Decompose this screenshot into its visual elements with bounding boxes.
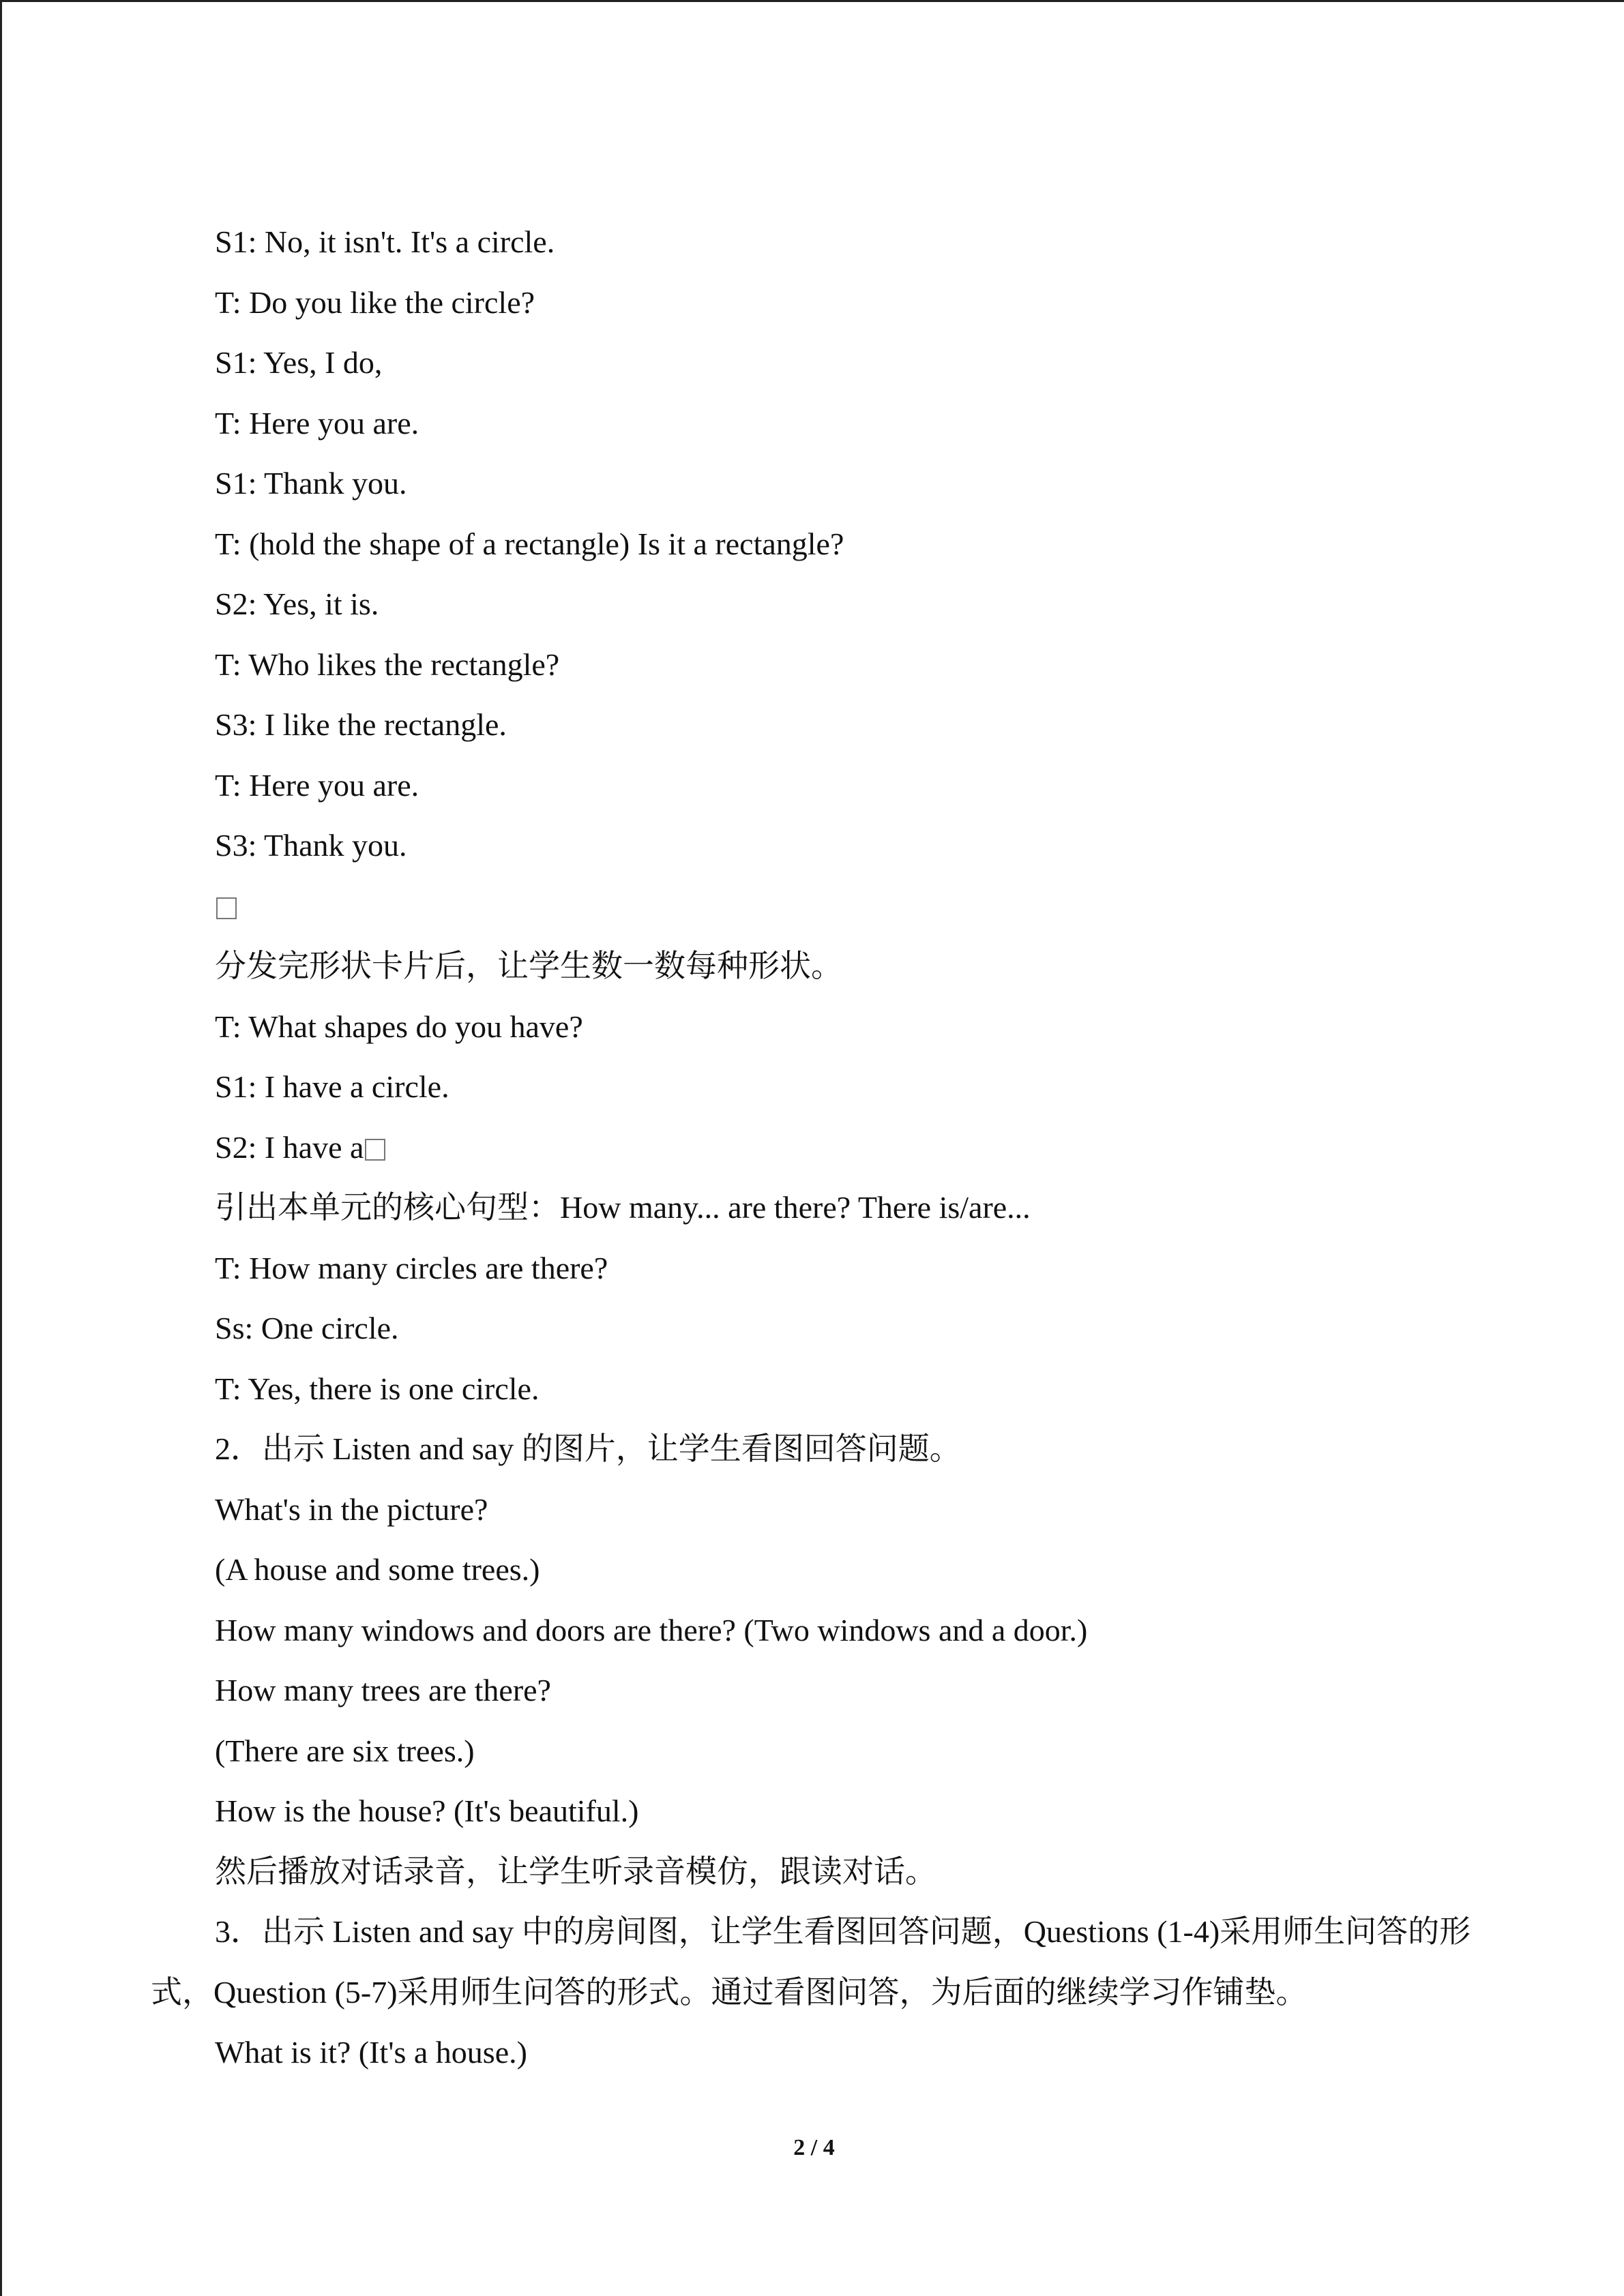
text-line: 分发完形状卡片后，让学生数一数每种形状。 — [215, 949, 842, 983]
text-line: What's in the picture? — [215, 1491, 488, 1527]
text-line: T: Here you are. — [215, 767, 419, 803]
text-line: How many windows and doors are there? (Two windows and a door.) — [215, 1612, 1088, 1648]
page-number: 2 / 4 — [793, 2135, 835, 2160]
text-line: Ss: One circle. — [215, 1311, 399, 1345]
text-line: S2: Yes, it is. — [215, 586, 379, 621]
text-line: S1: No, it isn't. It's a circle. — [215, 224, 555, 259]
text-line: What is it? (It's a house.) — [215, 2035, 527, 2070]
text-line: T: Yes, there is one circle. — [215, 1371, 540, 1406]
text-line: 2．出示 Listen and say 的图片，让学生看图回答问题。 — [215, 1431, 961, 1466]
text-line: T: What shapes do you have? — [215, 1009, 583, 1044]
missing-glyph-box — [216, 897, 237, 919]
text-line: How is the house? (It's beautiful.) — [215, 1793, 639, 1828]
missing-glyph-line — [151, 876, 1474, 937]
text-line: (There are six trees.) — [215, 1733, 475, 1768]
text-line: T: Do you like the circle? — [215, 284, 535, 320]
page-content — [151, 212, 1474, 2083]
text-line: 然后播放对话录音，让学生听录音模仿，跟读对话。 — [215, 1853, 936, 1889]
text-line: How many trees are there? — [215, 1673, 551, 1708]
text-line: T: Who likes the rectangle? — [215, 646, 560, 682]
text-line: S3: I like the rectangle. — [215, 707, 507, 742]
text-line: S1: I have a circle. — [215, 1069, 449, 1104]
text-line: T: Here you are. — [215, 405, 419, 441]
text-line: 引出本单元的核心句型：How many... are there? There is/are... — [215, 1190, 1031, 1225]
text-line: S3: Thank you. — [215, 828, 407, 863]
text-line: T: (hold the shape of a rectangle) Is it a rectangle? — [215, 526, 844, 561]
text-line: T: How many circles are there? — [215, 1250, 608, 1285]
missing-glyph-box — [365, 1139, 385, 1161]
text-line: S1: Yes, I do, — [215, 345, 383, 380]
text-line: S1: Thank you. — [215, 466, 407, 501]
paragraph-3: 3．出示 Listen and say 中的房间图，让学生看图回答问题，Questions (1-4)采用师生问答的形式，Question (5-7)采用师生问答的形式。通过看图问答，为后面的继续学习作铺垫。 — [151, 1914, 1471, 2010]
text-line: (A house and some trees.) — [215, 1552, 540, 1587]
text-line-with-box — [151, 1118, 1474, 1178]
s2-text: S2: I have a — [215, 1129, 364, 1165]
